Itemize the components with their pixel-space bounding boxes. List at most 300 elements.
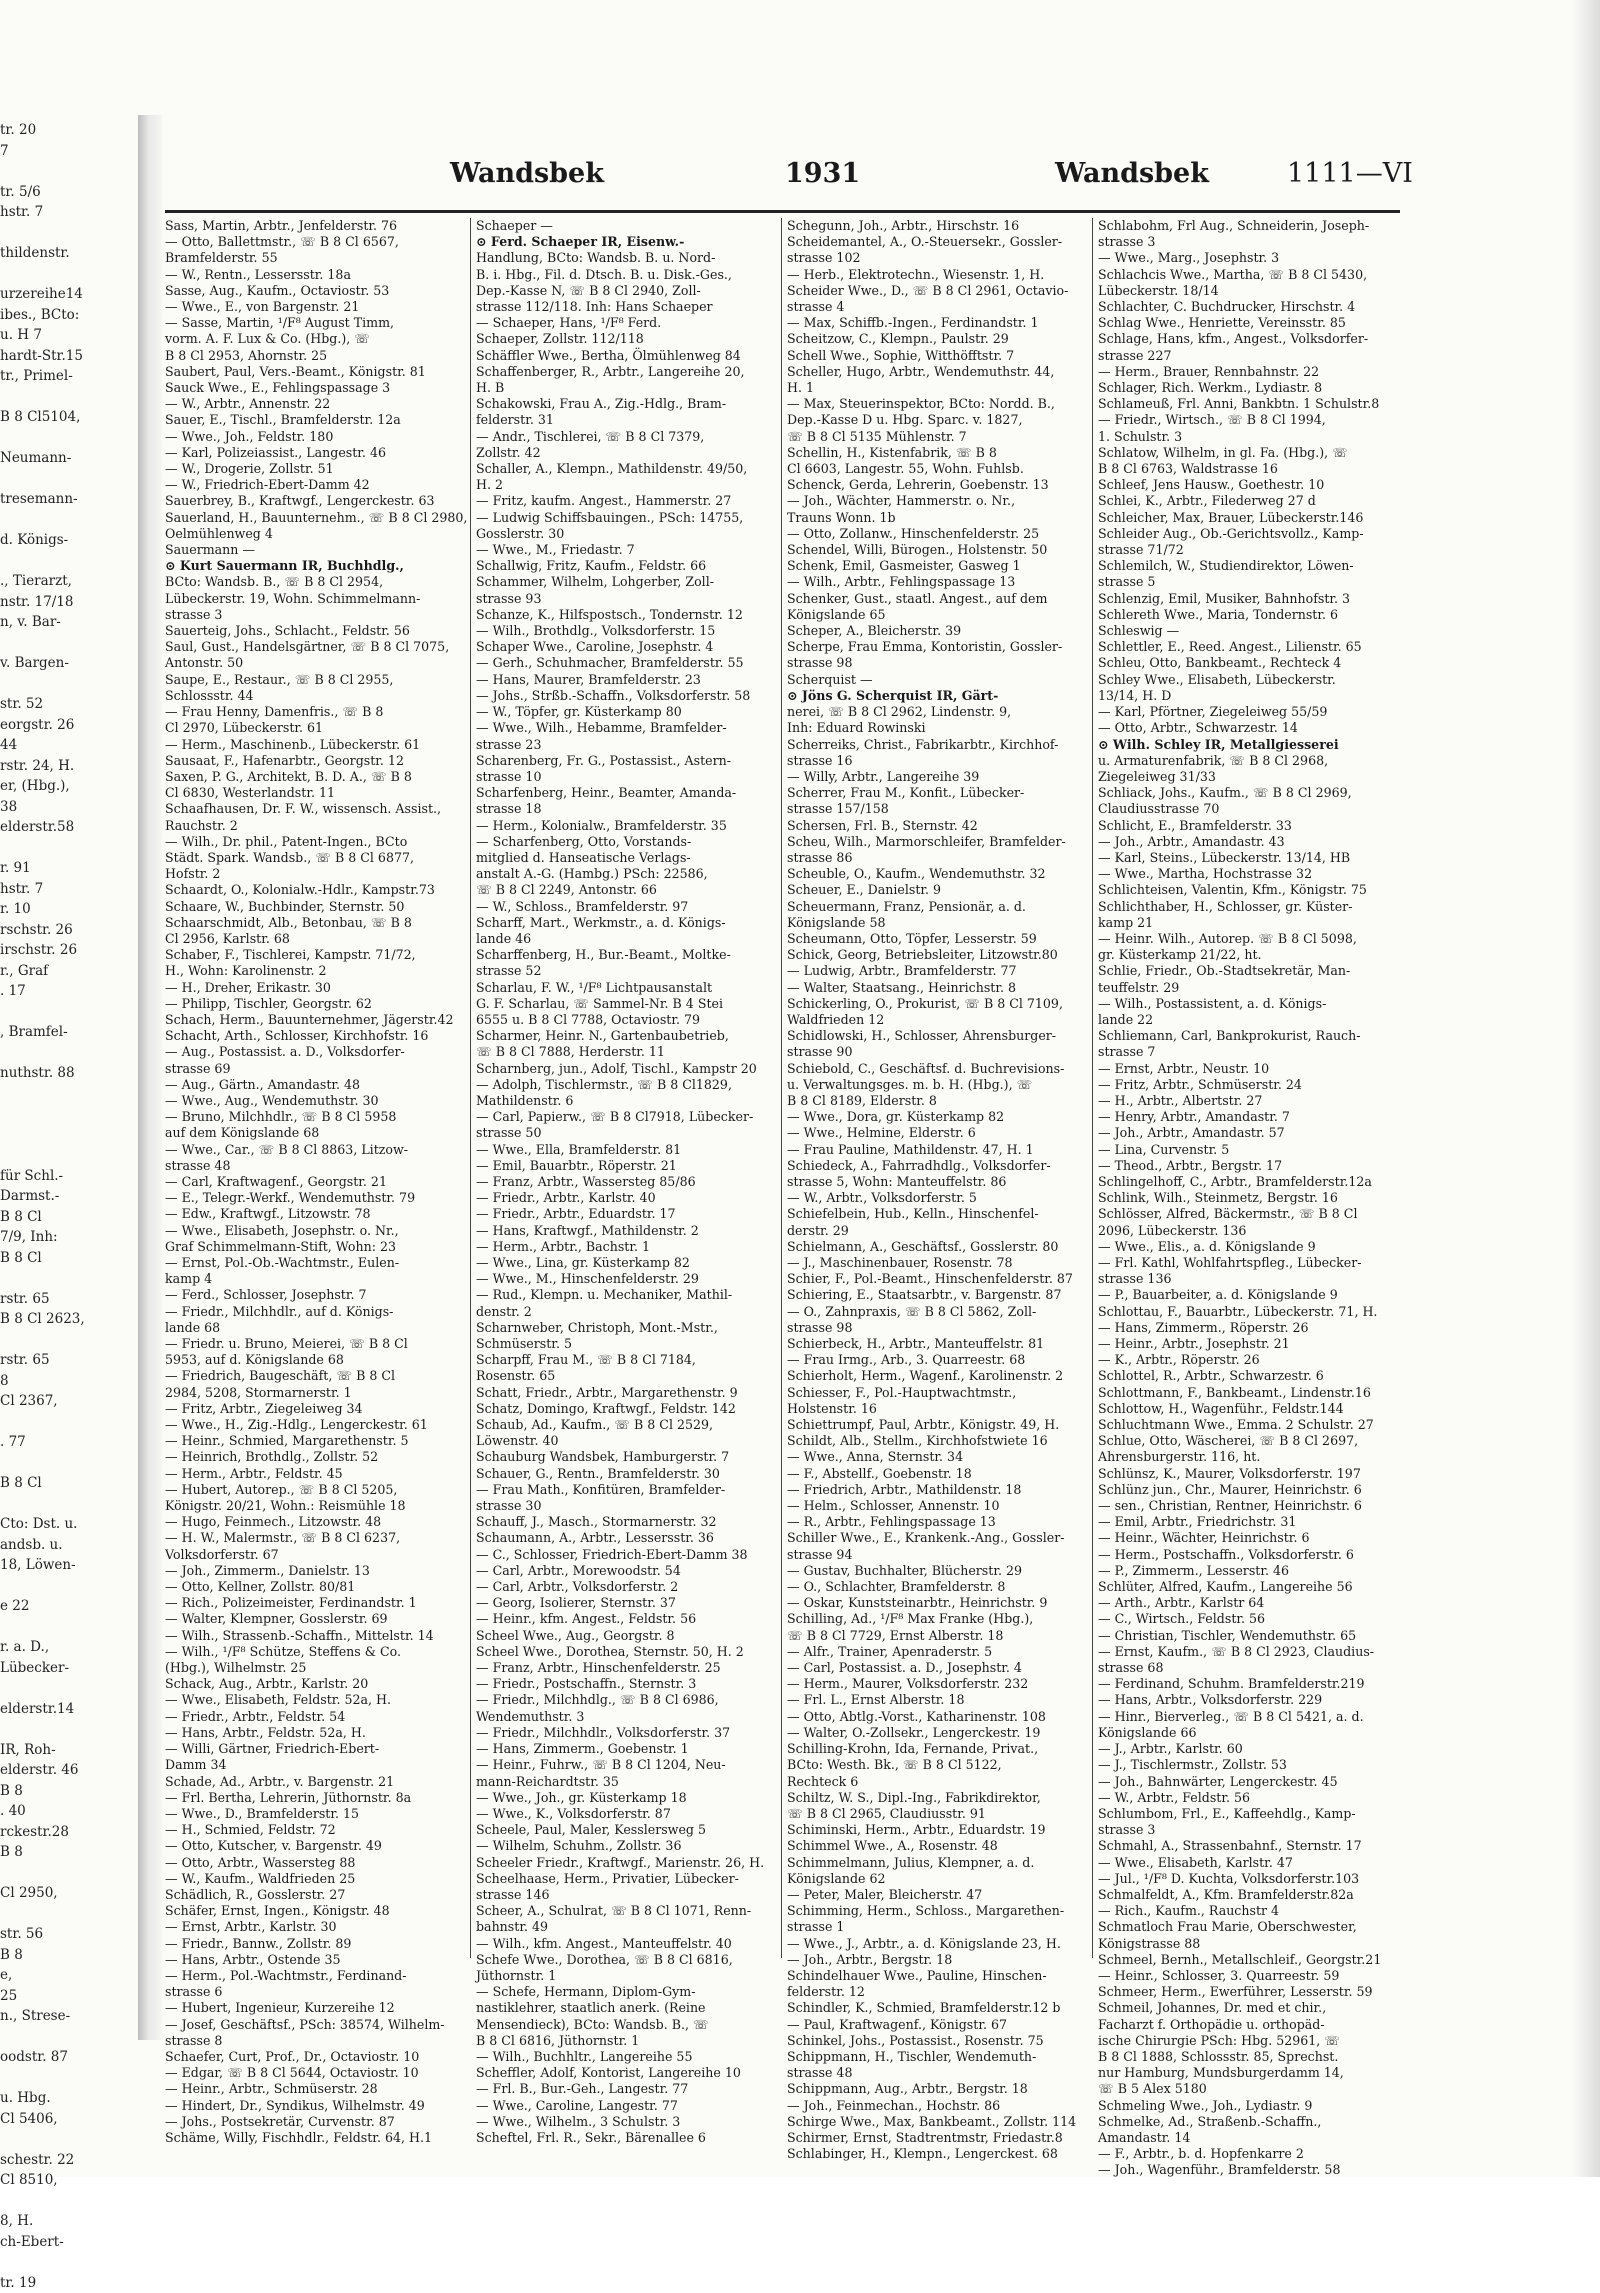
directory-entry: Waldfrieden 12 — [787, 1012, 1089, 1028]
left-page-text-line — [0, 2068, 140, 2089]
directory-entry: Scherquist — — [787, 672, 1089, 688]
directory-entry: Schendel, Willi, Bürogen., Holstenstr. 50 — [787, 542, 1089, 558]
directory-entry: Lübeckerstr. 19, Wohn. Schimmelmann- — [165, 591, 467, 607]
directory-entry: strasse 5 — [1098, 574, 1400, 590]
directory-entry: Schädlich, R., Gosslerstr. 27 — [165, 1887, 467, 1903]
column-divider — [1092, 218, 1093, 1958]
directory-entry: — Ferd., Schlosser, Josephstr. 7 — [165, 1287, 467, 1303]
directory-entry: Schimmel Wwe., A., Rosenstr. 48 — [787, 1838, 1089, 1854]
directory-entry: strasse 5, Wohn: Manteuffelstr. 86 — [787, 1174, 1089, 1190]
directory-entry: strasse 52 — [476, 963, 778, 979]
directory-entry: Schlager, Rich. Werkm., Lydiastr. 8 — [1098, 380, 1400, 396]
left-page-text-line: er, (Hbg.), — [0, 776, 140, 797]
directory-entry: Inh: Eduard Rowinski — [787, 720, 1089, 736]
directory-entry: — Frl. L., Ernst Alberstr. 18 — [787, 1692, 1089, 1708]
directory-entry: Scheffler, Adolf, Kontorist, Langereihe 10 — [476, 2065, 778, 2081]
directory-entry: Schmalfeldt, A., Kfm. Bramfelderstr.82a — [1098, 1887, 1400, 1903]
directory-entry: — Emil, Bauarbtr., Röperstr. 21 — [476, 1158, 778, 1174]
directory-entry: Mensendieck), BCto: Wandsb. B., ☏ — [476, 2017, 778, 2033]
directory-entry: — W., Drogerie, Zollstr. 51 — [165, 461, 467, 477]
directory-entry: — Jul., ¹/F⁸ D. Kuchta, Volksdorferstr.103 — [1098, 1871, 1400, 1887]
directory-entry: — Arth., Arbtr., Karlstr 64 — [1098, 1595, 1400, 1611]
directory-entry: — Hans, Zimmerm., Röperstr. 26 — [1098, 1320, 1400, 1336]
directory-entry: — Joh., Arbtr., Amandastr. 57 — [1098, 1125, 1400, 1141]
directory-entry: — Max, Steuerinspektor, BCto: Nordd. B., — [787, 396, 1089, 412]
left-page-text-line: rstr. 65 — [0, 1350, 140, 1371]
directory-entry: 1. Schulstr. 3 — [1098, 429, 1400, 445]
directory-entry: Schmeil, Johannes, Dr. med et chir., — [1098, 2000, 1400, 2016]
directory-entry: anstalt A.-G. (Hambg.) PSch: 22586, — [476, 866, 778, 882]
directory-entry: — Wwe., E., von Bargenstr. 21 — [165, 299, 467, 315]
left-page-text-line: r. 10 — [0, 899, 140, 920]
directory-entry: Schäffler Wwe., Bertha, Ölmühlenweg 84 — [476, 348, 778, 364]
directory-entry: Sasse, Aug., Kaufm., Octaviostr. 53 — [165, 283, 467, 299]
directory-entry: Königslande 65 — [787, 607, 1089, 623]
left-page-text-line — [0, 551, 140, 572]
directory-entry: ☏ B 5 Alex 5180 — [1098, 2081, 1400, 2097]
directory-entry: — Joh., Arbtr., Amandastr. 43 — [1098, 834, 1400, 850]
directory-entry: — Rich., Kaufm., Rauchstr 4 — [1098, 1903, 1400, 1919]
directory-entry: strasse 30 — [476, 1498, 778, 1514]
directory-column-2 — [476, 218, 778, 1958]
directory-entry: Schefe Wwe., Dorothea, ☏ B 8 Cl 6816, — [476, 1952, 778, 1968]
directory-entry: ⊙ Kurt Sauermann IR, Buchhdlg., — [165, 558, 467, 574]
directory-entry: Sauerteig, Johs., Schlacht., Feldstr. 56 — [165, 623, 467, 639]
directory-entry: Schmahl, A., Strassenbahnf., Sternstr. 17 — [1098, 1838, 1400, 1854]
left-page-text-line — [0, 1904, 140, 1925]
directory-entry: mitglied d. Hanseatische Verlags- — [476, 850, 778, 866]
directory-entry: Schindler, K., Schmied, Bramfelderstr.12 b — [787, 2000, 1089, 2016]
directory-entry: — Otto, Zollanw., Hinschenfelderstr. 25 — [787, 526, 1089, 542]
directory-entry: Cl 6603, Langestr. 55, Wohn. Fuhlsb. — [787, 461, 1089, 477]
directory-entry: Scheel Wwe., Aug., Georgstr. 8 — [476, 1628, 778, 1644]
directory-entry: ☏ B 8 Cl 5135 Mühlenstr. 7 — [787, 429, 1089, 445]
directory-entry: 13/14, H. D — [1098, 688, 1400, 704]
directory-entry: Schirge Wwe., Max, Bankbeamt., Zollstr. 114 — [787, 2114, 1089, 2130]
left-page-text-line: tresemann- — [0, 489, 140, 510]
directory-entry: Scharffenberg, H., Bur.-Beamt., Moltke- — [476, 947, 778, 963]
directory-entry: Schenk, Emil, Gasmeister, Gasweg 1 — [787, 558, 1089, 574]
directory-entry: Schach, Herm., Bauunternehmer, Jägerstr.42 — [165, 1012, 467, 1028]
directory-entry: — Wwe., Elisabeth, Feldstr. 52a, H. — [165, 1692, 467, 1708]
directory-entry: felderstr. 31 — [476, 412, 778, 428]
directory-entry: Schlenzig, Emil, Musiker, Bahnhofstr. 3 — [1098, 591, 1400, 607]
directory-entry: Scheumann, Otto, Töpfer, Lesserstr. 59 — [787, 931, 1089, 947]
directory-entry: Scheider Wwe., D., ☏ B 8 Cl 2961, Octavio- — [787, 283, 1089, 299]
directory-entry: Königstr. 20/21, Wohn.: Reismühle 18 — [165, 1498, 467, 1514]
directory-entry: Schack, Aug., Arbtr., Karlstr. 20 — [165, 1676, 467, 1692]
directory-entry: — Emil, Arbtr., Friedrichstr. 31 — [1098, 1514, 1400, 1530]
directory-entry: felderstr. 12 — [787, 1984, 1089, 2000]
directory-entry: Sauck Wwe., E., Fehlingspassage 3 — [165, 380, 467, 396]
directory-entry: Königslande 62 — [787, 1871, 1089, 1887]
directory-entry: Mathildenstr. 6 — [476, 1093, 778, 1109]
directory-entry: — Hans, Maurer, Bramfelderstr. 23 — [476, 672, 778, 688]
left-page-text-line: Darmst.- — [0, 1186, 140, 1207]
directory-entry: — Frau Pauline, Mathildenstr. 47, H. 1 — [787, 1142, 1089, 1158]
left-page-text-line: schestr. 22 — [0, 2150, 140, 2171]
directory-entry: Schade, Ad., Arbtr., v. Bargenstr. 21 — [165, 1774, 467, 1790]
directory-entry: Schaller, A., Klempn., Mathildenstr. 49/50, — [476, 461, 778, 477]
directory-entry: Scharnberg, jun., Adolf, Tischl., Kampstr 20 — [476, 1061, 778, 1077]
directory-entry: mann-Reichardtstr. 35 — [476, 1774, 778, 1790]
directory-entry: Schlottmann, F., Bankbeamt., Lindenstr.16 — [1098, 1385, 1400, 1401]
directory-entry: — Gustav, Buchhalter, Blücherstr. 29 — [787, 1563, 1089, 1579]
directory-entry: nur Hamburg, Mundsburgerdamm 14, — [1098, 2065, 1400, 2081]
directory-entry: strasse 3 — [1098, 234, 1400, 250]
directory-entry: Schegunn, Joh., Arbtr., Hirschstr. 16 — [787, 218, 1089, 234]
left-page-text-line — [0, 1330, 140, 1351]
directory-entry: — Hinr., Bierverleg., ☏ B 8 Cl 5421, a. d. — [1098, 1709, 1400, 1725]
directory-entry: Schliack, Johs., Kaufm., ☏ B 8 Cl 2969, — [1098, 785, 1400, 801]
directory-entry: Schmelke, Ad., Straßenb.-Schaffn., — [1098, 2114, 1400, 2130]
left-page-text-line: d. Königs- — [0, 530, 140, 551]
directory-entry: Scharenberg, Fr. G., Postassist., Astern- — [476, 753, 778, 769]
directory-entry: ische Chirurgie PSch: Hbg. 52961, ☏ — [1098, 2033, 1400, 2049]
directory-entry: Schlünz jun., Chr., Maurer, Heinrichstr. 6 — [1098, 1482, 1400, 1498]
directory-entry: BCto: Westh. Bk., ☏ B 8 Cl 5122, — [787, 1757, 1089, 1773]
left-page-text-line — [0, 1084, 140, 1105]
directory-entry: Löwenstr. 40 — [476, 1433, 778, 1449]
directory-entry: Schlichteisen, Valentin, Kfm., Königstr. 75 — [1098, 882, 1400, 898]
left-page-text-line — [0, 387, 140, 408]
left-page-text-line: 38 — [0, 797, 140, 818]
directory-entry: — K., Arbtr., Röperstr. 26 — [1098, 1352, 1400, 1368]
directory-entry: — Heinr., Schlosser, 3. Quarreestr. 59 — [1098, 1968, 1400, 1984]
directory-entry: Schlabohm, Frl Aug., Schneiderin, Joseph- — [1098, 218, 1400, 234]
left-page-text-line: hstr. 7 — [0, 202, 140, 223]
directory-entry: Schlage, Hans, kfm., Angest., Volksdorfer- — [1098, 331, 1400, 347]
directory-column-4 — [1098, 218, 1400, 1958]
directory-entry: Holstenstr. 16 — [787, 1401, 1089, 1417]
directory-entry: — Wwe., Dora, gr. Küsterkamp 82 — [787, 1109, 1089, 1125]
directory-entry: — J., Arbtr., Karlstr. 60 — [1098, 1741, 1400, 1757]
directory-entry: Schaub, Ad., Kaufm., ☏ B 8 Cl 2529, — [476, 1417, 778, 1433]
directory-entry: strasse 69 — [165, 1061, 467, 1077]
left-page-text-line: Cl 2950, — [0, 1883, 140, 1904]
directory-entry: Schliemann, Carl, Bankprokurist, Rauch- — [1098, 1028, 1400, 1044]
left-page-text-line: 7 — [0, 141, 140, 162]
left-page-text-line: , Bramfel- — [0, 1022, 140, 1043]
directory-entry: Schell Wwe., Sophie, Witthöfftstr. 7 — [787, 348, 1089, 364]
directory-entry: — Frl. B., Bur.-Geh., Langestr. 77 — [476, 2081, 778, 2097]
directory-entry: — Heinr., Arbtr., Josephstr. 21 — [1098, 1336, 1400, 1352]
directory-entry: — Frl. Kathl, Wohlfahrtspfleg., Lübecker- — [1098, 1255, 1400, 1271]
directory-entry: — Herm., Brauer, Rennbahnstr. 22 — [1098, 364, 1400, 380]
directory-entry: Schirmer, Ernst, Stadtrentmstr, Friedastr.8 — [787, 2130, 1089, 2146]
directory-entry: — Walter, Staatsang., Heinrichstr. 8 — [787, 980, 1089, 996]
left-page-text-line — [0, 1453, 140, 1474]
left-page-text-line: 44 — [0, 735, 140, 756]
left-page-text-line — [0, 1043, 140, 1064]
directory-entry: Schaare, W., Buchbinder, Sternstr. 50 — [165, 899, 467, 915]
directory-entry: Rechteck 6 — [787, 1774, 1089, 1790]
directory-entry: — Ernst, Arbtr., Karlstr. 30 — [165, 1919, 467, 1935]
directory-entry: Schiesser, F., Pol.-Hauptwachtmstr., — [787, 1385, 1089, 1401]
left-page-text-line: . 77 — [0, 1432, 140, 1453]
directory-entry: Hofstr. 2 — [165, 866, 467, 882]
directory-entry: — W., Töpfer, gr. Küsterkamp 80 — [476, 704, 778, 720]
header-left-title: Wandsbek — [450, 158, 604, 189]
directory-entry: Schaber, F., Tischlerei, Kampstr. 71/72, — [165, 947, 467, 963]
directory-entry: — Hans, Arbtr., Volksdorferstr. 229 — [1098, 1692, 1400, 1708]
directory-entry: u. Verwaltungsges. m. b. H. (Hbg.), ☏ — [787, 1077, 1089, 1093]
directory-entry: Schlicht, E., Bramfelderstr. 33 — [1098, 818, 1400, 834]
directory-entry: Schellin, H., Kistenfabrik, ☏ B 8 — [787, 445, 1089, 461]
directory-entry: strasse 1 — [787, 1919, 1089, 1935]
left-page-text-line — [0, 469, 140, 490]
directory-entry: — Fritz, kaufm. Angest., Hammerstr. 27 — [476, 493, 778, 509]
left-page-text-line: r., Graf — [0, 961, 140, 982]
directory-entry: Schammer, Wilhelm, Lohgerber, Zoll- — [476, 574, 778, 590]
directory-entry: — Heinr., Arbtr., Schmüserstr. 28 — [165, 2081, 467, 2097]
directory-entry: Schilling-Krohn, Ida, Fernande, Privat., — [787, 1741, 1089, 1757]
directory-entry: Schlue, Otto, Wäscherei, ☏ B 8 Cl 2697, — [1098, 1433, 1400, 1449]
directory-entry: Sausaat, F., Hafenarbtr., Georgstr. 12 — [165, 753, 467, 769]
directory-entry: Antonstr. 50 — [165, 655, 467, 671]
directory-entry: Cl 2970, Lübeckerstr. 61 — [165, 720, 467, 736]
directory-entry: 6555 u. B 8 Cl 7788, Octaviostr. 79 — [476, 1012, 778, 1028]
directory-entry: Oelmühlenweg 4 — [165, 526, 467, 542]
directory-entry: — J., Tischlermstr., Zollstr. 53 — [1098, 1757, 1400, 1773]
directory-entry: Schleicher, Max, Brauer, Lübeckerstr.146 — [1098, 510, 1400, 526]
directory-entry: Handlung, BCto: Wandsb. B. u. Nord- — [476, 250, 778, 266]
directory-entry: strasse 10 — [476, 769, 778, 785]
directory-entry: — Wwe., Anna, Sternstr. 34 — [787, 1449, 1089, 1465]
directory-entry: 2984, 5208, Stormarnerstr. 1 — [165, 1385, 467, 1401]
directory-entry: Städt. Spark. Wandsb., ☏ B 8 Cl 6877, — [165, 850, 467, 866]
directory-entry: H. B — [476, 380, 778, 396]
directory-entry: — W., Schloss., Bramfelderstr. 97 — [476, 899, 778, 915]
directory-entry: Saul, Gust., Handelsgärtner, ☏ B 8 Cl 7075, — [165, 639, 467, 655]
left-page-text-line: 8 — [0, 1371, 140, 1392]
directory-entry: kamp 4 — [165, 1271, 467, 1287]
directory-entry: Scherreiks, Christ., Fabrikarbtr., Kirchhof- — [787, 737, 1089, 753]
left-page-text-line — [0, 1719, 140, 1740]
directory-entry: ⊙ Wilh. Schley IR, Metallgiesserei — [1098, 737, 1400, 753]
directory-entry: Cl 2956, Karlstr. 68 — [165, 931, 467, 947]
directory-entry: — Hans, Arbtr., Feldstr. 52a, H. — [165, 1725, 467, 1741]
left-page-text-line: ., Tierarzt, — [0, 571, 140, 592]
left-page-text-line: n, v. Bar- — [0, 612, 140, 633]
directory-entry: Schenker, Gust., staatl. Angest., auf dem — [787, 591, 1089, 607]
directory-entry: — Karl, Pförtner, Ziegeleiweg 55/59 — [1098, 704, 1400, 720]
directory-entry: Ahrensburgerstr. 116, ht. — [1098, 1449, 1400, 1465]
directory-entry: Scheftel, Frl. R., Sekr., Bärenallee 6 — [476, 2130, 778, 2146]
directory-entry: strasse 146 — [476, 1887, 778, 1903]
directory-entry: Schlottel, R., Arbtr., Schwarzestr. 6 — [1098, 1368, 1400, 1384]
directory-entry: Sauerbrey, B., Kraftwgf., Lengerckestr. 63 — [165, 493, 467, 509]
left-page-text-line: elderstr. 46 — [0, 1760, 140, 1781]
left-page-text-line — [0, 2027, 140, 2048]
directory-entry: Schimmelmann, Julius, Klempner, a. d. — [787, 1855, 1089, 1871]
directory-entry: — Willi, Gärtner, Friedrich-Ebert- — [165, 1741, 467, 1757]
directory-entry: Schaumann, A., Arbtr., Lessersstr. 36 — [476, 1530, 778, 1546]
directory-entry: strasse 157/158 — [787, 801, 1089, 817]
directory-entry: — Wilh., ¹/F⁸ Schütze, Steffens & Co. — [165, 1644, 467, 1660]
directory-entry: 5953, auf d. Königslande 68 — [165, 1352, 467, 1368]
directory-entry: — Fritz, Arbtr., Schmüserstr. 24 — [1098, 1077, 1400, 1093]
left-page-text-line: B 8 — [0, 1945, 140, 1966]
left-page-text-line: u. H 7 — [0, 325, 140, 346]
directory-entry: Scharff, Mart., Werkmstr., a. d. Königs- — [476, 915, 778, 931]
directory-entry: — H., Arbtr., Albertstr. 27 — [1098, 1093, 1400, 1109]
directory-entry: strasse 48 — [165, 1158, 467, 1174]
left-page-text-line: tr. 19 — [0, 2273, 140, 2293]
directory-entry: — Wilh., Brothdlg., Volksdorferstr. 15 — [476, 623, 778, 639]
directory-columns — [165, 218, 1400, 1958]
directory-entry: Scheel Wwe., Dorothea, Sternstr. 50, H. 2 — [476, 1644, 778, 1660]
left-page-text-line: thildenstr. — [0, 243, 140, 264]
directory-entry: — Hans, Zimmerm., Goebenstr. 1 — [476, 1741, 778, 1757]
directory-entry: — sen., Christian, Rentner, Heinrichstr. 6 — [1098, 1498, 1400, 1514]
directory-entry: strasse 86 — [787, 850, 1089, 866]
directory-entry: Schaarschmidt, Alb., Betonbau, ☏ B 8 — [165, 915, 467, 931]
left-page-text-line — [0, 838, 140, 859]
directory-entry: — Heinrich, Brothdlg., Zollstr. 52 — [165, 1449, 467, 1465]
directory-entry: — Franz, Arbtr., Wassersteg 85/86 — [476, 1174, 778, 1190]
left-page-text-line: andsb. u. — [0, 1535, 140, 1556]
directory-entry: — Frau Irmg., Arb., 3. Quarreestr. 68 — [787, 1352, 1089, 1368]
directory-entry: — Ferdinand, Schuhm. Bramfelderstr.219 — [1098, 1676, 1400, 1692]
directory-entry: Schmüserstr. 5 — [476, 1336, 778, 1352]
header-right-title: Wandsbek — [1055, 158, 1209, 189]
directory-entry: Schmeling Wwe., Joh., Lydiastr. 9 — [1098, 2098, 1400, 2114]
left-page-text-line: für Schl.- — [0, 1166, 140, 1187]
directory-entry: Schlereth Wwe., Maria, Tondernstr. 6 — [1098, 607, 1400, 623]
directory-entry: B 8 Cl 6816, Jüthornstr. 1 — [476, 2033, 778, 2049]
left-page-text-line: urzereihe14 — [0, 284, 140, 305]
directory-entry: ☏ B 8 Cl 2965, Claudiusstr. 91 — [787, 1806, 1089, 1822]
directory-entry: — C., Schlosser, Friedrich-Ebert-Damm 38 — [476, 1547, 778, 1563]
directory-entry: Schauer, G., Rentn., Bramfelderstr. 30 — [476, 1466, 778, 1482]
directory-entry: strasse 3 — [165, 607, 467, 623]
left-page-text-line — [0, 2191, 140, 2212]
directory-entry: Graf Schimmelmann-Stift, Wohn: 23 — [165, 1239, 467, 1255]
directory-entry: H. 1 — [787, 380, 1089, 396]
directory-entry: — Wwe., Caroline, Langestr. 77 — [476, 2098, 778, 2114]
left-page-text-line — [0, 2252, 140, 2273]
directory-entry: — Wilh., Buchhltr., Langereihe 55 — [476, 2049, 778, 2065]
directory-entry: — Joh., Wagenführ., Bramfelderstr. 58 — [1098, 2162, 1400, 2178]
directory-entry: — Wwe., K., Volksdorferstr. 87 — [476, 1806, 778, 1822]
directory-entry: Schlünsz, K., Maurer, Volksdorferstr. 197 — [1098, 1466, 1400, 1482]
directory-entry: Bramfelderstr. 55 — [165, 250, 467, 266]
directory-entry: strasse 23 — [476, 737, 778, 753]
directory-entry: Schatz, Domingo, Kraftwgf., Feldstr. 142 — [476, 1401, 778, 1417]
directory-entry: — Frau Henny, Damenfris., ☏ B 8 — [165, 704, 467, 720]
left-page-text-line: B 8 Cl — [0, 1248, 140, 1269]
directory-entry: — Scharfenberg, Otto, Vorstands- — [476, 834, 778, 850]
directory-entry: Schaefer, Curt, Prof., Dr., Octaviostr. 10 — [165, 2049, 467, 2065]
directory-entry: — Otto, Ballettmstr., ☏ B 8 Cl 6567, — [165, 234, 467, 250]
directory-entry: Schlameuß, Frl. Anni, Bankbtn. 1 Schulstr.8 — [1098, 396, 1400, 412]
directory-entry: — W., Arbtr., Feldstr. 56 — [1098, 1790, 1400, 1806]
directory-entry: Sauerland, H., Bauunternehm., ☏ B 8 Cl 2980, — [165, 510, 467, 526]
directory-entry: — C., Wirtsch., Feldstr. 56 — [1098, 1611, 1400, 1627]
directory-entry: strasse 227 — [1098, 348, 1400, 364]
directory-entry: strasse 98 — [787, 655, 1089, 671]
directory-entry: lande 68 — [165, 1320, 467, 1336]
left-page-text-line: str. 52 — [0, 694, 140, 715]
directory-entry: — Johs., Strßb.-Schaffn., Volksdorferstr. 58 — [476, 688, 778, 704]
directory-entry: Schmatloch Frau Marie, Oberschwester, — [1098, 1919, 1400, 1935]
directory-entry: — Wwe., Ella, Bramfelderstr. 81 — [476, 1142, 778, 1158]
left-page-text-line: oodstr. 87 — [0, 2047, 140, 2068]
directory-entry: Wendemuthstr. 3 — [476, 1709, 778, 1725]
directory-entry: BCto: Wandsb. B., ☏ B 8 Cl 2954, — [165, 574, 467, 590]
directory-entry: vorm. A. F. Lux & Co. (Hbg.), ☏ — [165, 331, 467, 347]
left-page-text-line: Neumann- — [0, 448, 140, 469]
directory-entry: — Joh., Zimmerm., Danielstr. 13 — [165, 1563, 467, 1579]
directory-entry: — Wilh., Postassistent, a. d. Königs- — [1098, 996, 1400, 1012]
directory-entry: Dep.-Kasse N, ☏ B 8 Cl 2940, Zoll- — [476, 283, 778, 299]
directory-entry: — Sasse, Martin, ¹/F⁸ August Timm, — [165, 315, 467, 331]
directory-entry: — Joh., Wächter, Hammerstr. o. Nr., — [787, 493, 1089, 509]
directory-entry: 2096, Lübeckerstr. 136 — [1098, 1223, 1400, 1239]
directory-entry: Schierholt, Herm., Wagenf., Karolinenstr. 2 — [787, 1368, 1089, 1384]
directory-entry: Sass, Martin, Arbtr., Jenfelderstr. 76 — [165, 218, 467, 234]
directory-entry: — Hubert, Autorep., ☏ B 8 Cl 5205, — [165, 1482, 467, 1498]
directory-entry: Schmeel, Bernh., Metallschleif., Georgstr.21 — [1098, 1952, 1400, 1968]
directory-entry: auf dem Königslande 68 — [165, 1125, 467, 1141]
directory-entry: Scheper, A., Bleicherstr. 39 — [787, 623, 1089, 639]
directory-entry: kamp 21 — [1098, 915, 1400, 931]
left-page-text-line: e 22 — [0, 1596, 140, 1617]
directory-entry: Scheidemantel, A., O.-Steuersekr., Gossler- — [787, 234, 1089, 250]
directory-entry: — Ernst, Pol.-Ob.-Wachtmstr., Eulen- — [165, 1255, 467, 1271]
directory-entry: Scheller, Hugo, Arbtr., Wendemuthstr. 44, — [787, 364, 1089, 380]
directory-entry: Schäme, Willy, Fischhdlr., Feldstr. 64, H.1 — [165, 2130, 467, 2146]
directory-entry: — H., Schmied, Feldstr. 72 — [165, 1822, 467, 1838]
left-page-text-line: Lübecker- — [0, 1658, 140, 1679]
directory-entry: Schaafhausen, Dr. F. W., wissensch. Assist., — [165, 801, 467, 817]
directory-entry: — Lina, Curvenstr. 5 — [1098, 1142, 1400, 1158]
left-page-text-line: tr. 20 — [0, 120, 140, 141]
directory-entry: — Bruno, Milchhdlr., ☏ B 8 Cl 5958 — [165, 1109, 467, 1125]
directory-column-3 — [787, 218, 1089, 1958]
left-page-text-line: Cl 2367, — [0, 1391, 140, 1412]
directory-entry: Königslande 58 — [787, 915, 1089, 931]
directory-entry: bahnstr. 49 — [476, 1919, 778, 1935]
directory-entry: Scharlau, F. W., ¹/F⁸ Lichtpausanstalt — [476, 980, 778, 996]
directory-entry: — Herm., Arbtr., Bachstr. 1 — [476, 1239, 778, 1255]
directory-entry: — Wwe., H., Zig.-Hdlg., Lengerckestr. 61 — [165, 1417, 467, 1433]
directory-entry: Schlatow, Wilhelm, in gl. Fa. (Hbg.), ☏ — [1098, 445, 1400, 461]
directory-entry: — Heinr., Wächter, Heinrichstr. 6 — [1098, 1530, 1400, 1546]
directory-entry: Schatt, Friedr., Arbtr., Margarethenstr. 9 — [476, 1385, 778, 1401]
left-page-text-line: eorgstr. 26 — [0, 715, 140, 736]
directory-entry: u. Armaturenfabrik, ☏ B 8 Cl 2968, — [1098, 753, 1400, 769]
directory-entry: — P., Bauarbeiter, a. d. Königslande 9 — [1098, 1287, 1400, 1303]
directory-entry: — Herm., Pol.-Wachtmstr., Ferdinand- — [165, 1968, 467, 1984]
directory-entry: nastiklehrer, staatlich anerk. (Reine — [476, 2000, 778, 2016]
directory-entry: — Wwe., Joh., Feldstr. 180 — [165, 429, 467, 445]
directory-entry: Schauburg Wandsbek, Hamburgerstr. 7 — [476, 1449, 778, 1465]
directory-entry: Scheuermann, Franz, Pensionär, a. d. — [787, 899, 1089, 915]
directory-entry: Scheuer, E., Danielstr. 9 — [787, 882, 1089, 898]
directory-entry: B 8 Cl 1888, Schlossstr. 85, Sprechst. — [1098, 2049, 1400, 2065]
directory-entry: H. 2 — [476, 477, 778, 493]
directory-entry: Scharfenberg, Heinr., Beamter, Amanda- — [476, 785, 778, 801]
directory-entry: — Philipp, Tischler, Georgstr. 62 — [165, 996, 467, 1012]
directory-entry: Lübeckerstr. 18/14 — [1098, 283, 1400, 299]
directory-entry: Schimming, Herm., Schloss., Margarethen- — [787, 1903, 1089, 1919]
directory-entry: Schluchtmann Wwe., Emma. 2 Schulstr. 27 — [1098, 1417, 1400, 1433]
left-page-text-line — [0, 1412, 140, 1433]
directory-entry: Schlossstr. 44 — [165, 688, 467, 704]
directory-entry: Scheitzow, C., Klempn., Paulstr. 29 — [787, 331, 1089, 347]
